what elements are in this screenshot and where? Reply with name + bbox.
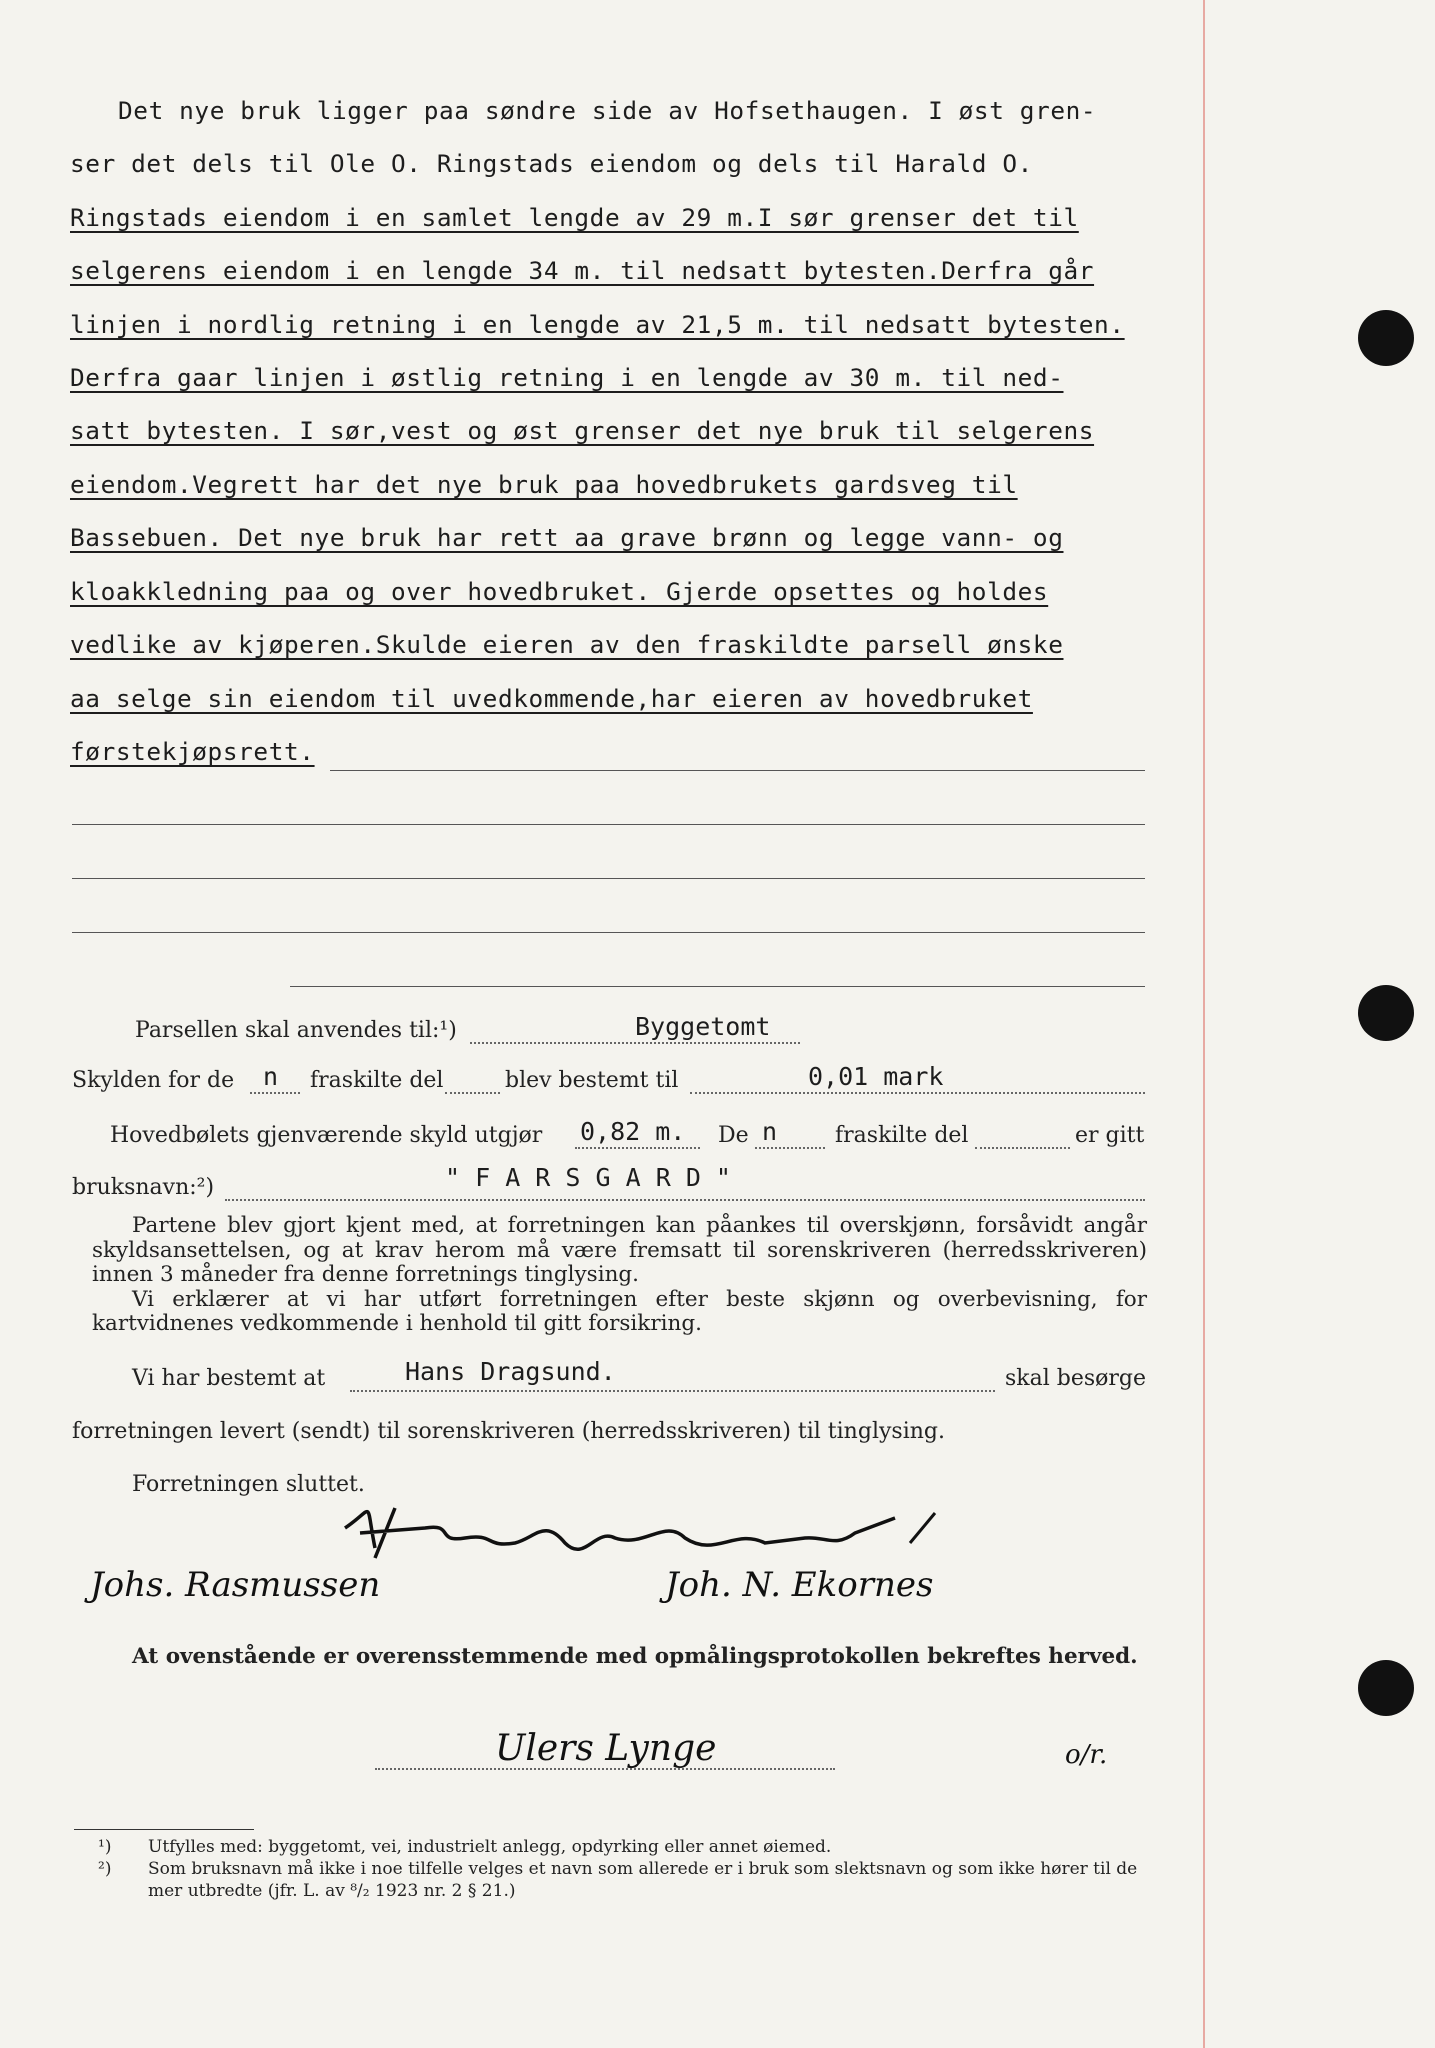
parsell-value: Byggetomt [635, 1012, 771, 1041]
attestation-text: At ovenstående er overensstemmende med opmålingsprotokollen bekreftes herved. [132, 1644, 1138, 1669]
typed-line: Derfra gaar linjen i østlig retning i en lengde av 30 m. til ned- [70, 363, 1064, 392]
dotted-line [225, 1199, 1145, 1201]
typed-line: eiendom.Vegrett har det nye bruk paa hovedbrukets gardsveg til [70, 470, 1018, 499]
margin-line [1203, 0, 1205, 2048]
blank-rule [72, 932, 1145, 933]
attestation-signature [495, 1728, 716, 1769]
attestation-signature-text: Ulers Lynge [495, 1728, 717, 1769]
skyld-value: 0,01 mark [808, 1062, 944, 1091]
hovedbol-label: Hovedbølets gjenværende skyld utgjør [110, 1123, 543, 1148]
dotted-line [975, 1147, 1070, 1149]
parsell-label: Parsellen skal anvendes til:¹) [135, 1018, 457, 1043]
dotted-line [250, 1092, 300, 1094]
footnote-rule [74, 1829, 254, 1830]
typed-line: satt bytesten. I sør,vest og øst grenser det nye bruk til selgerens [70, 416, 1095, 445]
typed-line: kloakkledning paa og over hovedbruket. Gjerde opsettes og holdes [70, 577, 1049, 606]
delivery-line: forretningen levert (sendt) til sorenskriveren (herredsskriveren) til tinglysing. [72, 1419, 945, 1444]
signature-left [90, 1565, 380, 1605]
dotted-line [470, 1042, 800, 1044]
binder-hole [1358, 1660, 1414, 1716]
footnote-text: Utfylles med: byggetomt, vei, industrielt anlegg, opdyrking eller annet øiemed. [148, 1837, 832, 1857]
typed-line: Ringstads eiendom i en samlet lengde av 29 m.I sør grenser det til [70, 203, 1079, 232]
typed-line: ser det dels til Ole O. Ringstads eiendom og dels til Harald O. [70, 149, 1033, 178]
bruksnavn-value: " F A R S G A R D " [445, 1163, 731, 1192]
skyld-fraskilte-label: fraskilte del [310, 1068, 444, 1093]
skyld-n: n [263, 1062, 279, 1091]
footnote-number: ¹) [98, 1837, 112, 1857]
dotted-line [350, 1390, 995, 1392]
dotted-line [375, 1768, 835, 1770]
attestation-suffix: o/r. [1065, 1740, 1108, 1770]
dotted-line [575, 1147, 700, 1149]
typed-line: førstekjøpsrett. [70, 737, 315, 766]
legal-paragraphs [92, 1214, 1147, 1337]
footnote [98, 1836, 1148, 1858]
delivery-besorge: skal besørge [1005, 1366, 1147, 1391]
typed-line: aa selge sin eiendom til uvedkommende,har eieren av hovedbruket [70, 684, 1033, 713]
paragraph-appeal: Partene blev gjort kjent med, at forretningen kan påankes til overskjønn, forsåvidt angår skyldsansettelsen, og at krav herom må være fremsatt til sorenskriveren (herredsskriveren) innen 3 måneder fra denne forretnings tinglysing. [92, 1213, 1147, 1287]
footnote [98, 1858, 1148, 1902]
typed-line: linjen i nordlig retning i en lengde av 21,5 m. til nedsatt bytesten. [70, 310, 1125, 339]
footnotes [98, 1836, 1148, 1902]
delivery-label: Vi har bestemt at [132, 1366, 326, 1391]
blank-rule [72, 824, 1145, 825]
skyld-label: Skylden for de [72, 1068, 235, 1093]
dotted-line [755, 1147, 825, 1149]
hovedbol-fraskilte: fraskilte del [835, 1123, 969, 1148]
footnote-number: ²) [98, 1859, 112, 1879]
hovedbol-value: 0,82 m. [580, 1117, 686, 1146]
binder-hole [1358, 985, 1414, 1041]
typed-line: Bassebuen. Det nye bruk har rett aa grave brønn og legge vann- og [70, 523, 1064, 552]
signature-left-text: Johs. Rasmussen [90, 1565, 381, 1605]
blank-rule [290, 986, 1145, 987]
paragraph-declaration: Vi erklærer at vi har utført forretningen efter beste skjønn og overbevisning, for kartvidnenes vedkommende i henhold til gitt forsikring. [92, 1286, 1147, 1336]
typed-line: Det nye bruk ligger paa søndre side av Hofsethaugen. I øst gren- [118, 96, 1097, 125]
binder-hole [1358, 310, 1414, 366]
dotted-line [690, 1092, 1145, 1094]
skyld-bestemt-label: blev bestemt til [505, 1068, 679, 1093]
delivery-name: Hans Dragsund. [405, 1357, 616, 1386]
typed-line: vedlike av kjøperen.Skulde eieren av den fraskildte parsell ønske [70, 630, 1064, 659]
signature-right [665, 1565, 933, 1605]
footnote-text: Som bruksnavn må ikke i noe tilfelle velges et navn som allerede er i bruk som slektsnavn og som ikke hører til de mer utbredte (jfr. L. av ⁸/₂ 1923 nr. 2 § 21.) [148, 1859, 1138, 1901]
dotted-line [445, 1092, 500, 1094]
typed-line: selgerens eiendom i en lengde 34 m. til nedsatt bytesten.Derfra går [70, 256, 1095, 285]
hovedbol-n: n [762, 1117, 778, 1146]
hovedbol-gitt: er gitt [1075, 1123, 1145, 1148]
bruksnavn-label: bruksnavn:²) [72, 1175, 215, 1200]
signature-right-text: Joh. N. Ekornes [665, 1565, 934, 1605]
signature-top [335, 1488, 975, 1568]
blank-rule [330, 770, 1145, 771]
blank-rule [72, 878, 1145, 879]
hovedbol-de: De [718, 1123, 749, 1148]
closing-text: Forretningen sluttet. [132, 1472, 365, 1497]
